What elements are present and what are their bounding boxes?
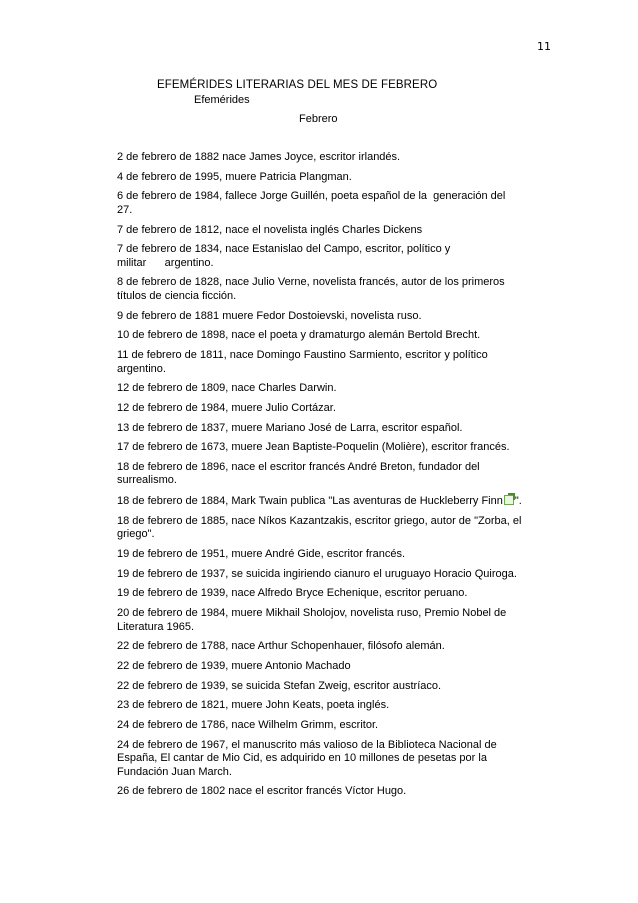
page-title: EFEMÉRIDES LITERARIAS DEL MES DE FEBRERO bbox=[157, 79, 438, 91]
list-item: 9 de febrero de 1881 muere Fedor Dostoievski, novelista ruso. bbox=[117, 309, 422, 322]
list-item: 20 de febrero de 1984, muere Mikhail Sholojov, novelista ruso, Premio Nobel de Literatura 1965. bbox=[117, 607, 507, 633]
list-item: 24 de febrero de 1786, nace Wilhelm Grimm, escritor. bbox=[117, 719, 379, 731]
twain-entry-text: 18 de febrero de 1884, Mark Twain publica "Las aventuras de Huckleberry Finn bbox=[117, 495, 503, 508]
list-item-twain bbox=[117, 494, 527, 509]
list-item: 22 de febrero de 1939, muere Antonio Machado bbox=[117, 659, 351, 672]
list-item: 18 de febrero de 1885, nace Níkos Kazantzakis, escritor griego, autor de "Zorba, el griego". bbox=[117, 514, 522, 541]
external-link-icon[interactable] bbox=[504, 495, 514, 505]
list-item: 22 de febrero de 1939, se suicida Stefan Zweig, escritor austríaco. bbox=[117, 679, 442, 692]
list-item: 6 de febrero de 1984, fallece Jorge Guillén, poeta español de la generación del 27. bbox=[117, 190, 506, 216]
list-item: 23 de febrero de 1821, muere John Keats, poeta inglés. bbox=[117, 699, 390, 712]
page-number: 11 bbox=[537, 40, 551, 53]
list-item: 11 de febrero de 1811, nace Domingo Faustino Sarmiento, escritor y político argentino. bbox=[117, 349, 488, 375]
list-item: 19 de febrero de 1939, nace Alfredo Bryce Echenique, escritor peruano. bbox=[117, 587, 468, 600]
list-item: 7 de febrero de 1812, nace el novelista inglés Charles Dickens bbox=[117, 223, 423, 236]
list-item: 13 de febrero de 1837, muere Mariano José de Larra, escritor español. bbox=[117, 421, 463, 434]
list-item: 8 de febrero de 1828, nace Julio Verne, novelista francés, autor de los primeros títulos de ciencia ficción. bbox=[117, 276, 505, 302]
entry-list bbox=[117, 151, 527, 805]
list-item: 10 de febrero de 1898, nace el poeta y dramaturgo alemán Bertold Brecht. bbox=[117, 329, 481, 342]
list-item: 24 de febrero de 1967, el manuscrito más valioso de la Biblioteca Nacional de España, El cantar de Mio Cid, es adquirido en 10 millones de pesetas por la Fundación Juan March. bbox=[117, 738, 497, 778]
list-item: 7 de febrero de 1834, nace Estanislao del Campo, escritor, político y militar argentino. bbox=[117, 243, 451, 269]
list-item: 18 de febrero de 1896, nace el escritor francés André Breton, fundador del surrealismo. bbox=[117, 460, 480, 487]
page-subtitle: Efemérides bbox=[194, 94, 250, 106]
list-item: 19 de febrero de 1937, se suicida ingiriendo cianuro el uruguayo Horacio Quiroga. bbox=[117, 567, 517, 580]
list-item: 22 de febrero de 1788, nace Arthur Schopenhauer, filósofo alemán. bbox=[117, 640, 445, 653]
list-item: 19 de febrero de 1951, muere André Gide, escritor francés. bbox=[117, 548, 405, 560]
twain-entry-suffix: ". bbox=[514, 495, 522, 508]
list-item: 12 de febrero de 1809, nace Charles Darwin. bbox=[117, 382, 337, 395]
list-item: 12 de febrero de 1984, muere Julio Cortázar. bbox=[117, 401, 336, 414]
list-item: 4 de febrero de 1995, muere Patricia Plangman. bbox=[117, 170, 352, 183]
month-heading: Febrero bbox=[299, 113, 338, 125]
list-item: 2 de febrero de 1882 nace James Joyce, escritor irlandés. bbox=[117, 151, 401, 163]
list-item: 26 de febrero de 1802 nace el escritor francés Víctor Hugo. bbox=[117, 785, 407, 798]
list-item: 17 de febrero de 1673, muere Jean Baptiste-Poquelin (Molière), escritor francés. bbox=[117, 441, 510, 454]
